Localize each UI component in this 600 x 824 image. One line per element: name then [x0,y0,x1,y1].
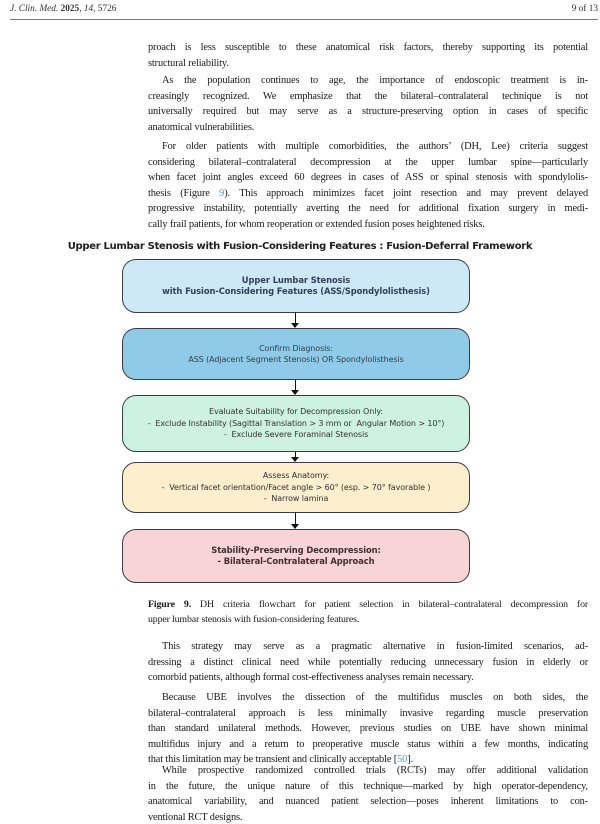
journal-header: J. Clin. Med. 2025, 14, 5726 [10,4,117,14]
text-line: Figure 9. DH criteria flowchart for patient selection in bilateral–contralateral decompression for [148,599,588,610]
text-line: with Fusion-Considering Features (ASS/Spondylolisthesis) [162,286,430,296]
figure-caption [148,597,588,627]
text-line: considering bilateral–contralateral decompression at the upper lumbar spine—particularly [148,156,588,168]
body-paragraph-5 [148,690,588,768]
arrow-down-icon [291,313,300,328]
text-line: Evaluate Suitability for Decompression Only: [209,407,383,417]
body-paragraph-2 [148,73,588,135]
text-line: universally required but may serve as a structure-preserving option in cases of specific [148,106,588,118]
arrow-down-icon [291,380,300,395]
text-line: dressing a distinct clinical need while potentially reducing unnecessary fusion in elderly or [148,656,588,668]
text-line: - Vertical facet orientation/Facet angle > 60° (esp. > 70° favorable ) [161,482,431,492]
arrow-down-icon [291,513,300,529]
text-line: that this limitation may be transient and clinically acceptable [50]. [148,754,413,766]
text-line: upper lumbar stenosis with fusion-considering features. [148,614,360,625]
body-paragraph-4 [148,639,588,686]
text-line: creasingly recognized. We emphasize that the bilateral–contralateral technique is not [148,90,588,102]
flow-box-evaluate-suitability [122,395,470,452]
text-line: As the population continues to age, the importance of endoscopic treatment is in- [162,75,588,86]
text-line: cally frail patients, for whom reoperation or extended fusion poses heightened risks. [148,218,485,230]
reference-link[interactable]: 9 [219,187,225,199]
text-line: multifidus injury and a return to preoperative muscle status within a few months, indicating [148,738,588,750]
text-line: anatomical vulnerabilities. [148,121,255,133]
text-line: proach is less susceptible to these anatomical risk factors, thereby supporting its potential [148,42,588,53]
header-rule [10,19,598,20]
text-line: comorbid patients, although formal cost-effectiveness analyses remain necessary. [148,672,474,684]
text-line: ventional RCT designs. [148,811,243,823]
body-paragraph-3 [148,139,588,233]
page-number: 9 of 13 [571,4,598,14]
text-line: This strategy may serve as a pragmatic alternative in fusion-limited scenarios, ad- [162,641,588,652]
text-line: thesis (Figure 9). This approach minimizes facet joint resection and may prevent delayed [148,187,589,199]
text-line: than standard unilateral methods. However, previous studies on UBE have shown minimal [148,723,588,735]
text-line: Stability-Preserving Decompression: [211,544,381,555]
text-line: in the future, the unique nature of this technique—marked by high operator-dependency, [148,780,588,792]
flow-box-confirm-diagnosis [122,328,470,380]
flow-box-start [122,259,470,313]
text-line: progressive instability, potentially averting the need for additional fixation surgery in medi- [148,203,588,215]
body-paragraph-1 [148,40,588,71]
text-line: Because UBE involves the dissection of the multifidus muscles on both sides, the [162,692,588,703]
flow-box-decompression [122,529,470,583]
text-line: when facet joint angles exceed 60 degrees in cases of ASS or spinal stenosis with spondylolis- [148,172,588,184]
text-line: - Exclude Instability (Sagittal Translation > 3 mm or Angular Motion > 10°) [147,418,445,428]
text-line: Upper Lumbar Stenosis [241,274,351,285]
figure-title: Upper Lumbar Stenosis with Fusion-Considering Features : Fusion-Deferral Framework [67,241,533,252]
text-line: Assess Anatomy: [262,471,330,481]
text-line: Confirm Diagnosis: [259,343,333,353]
body-paragraph-6 [148,763,588,824]
text-line: bilateral–contralateral approach is less minimally invasive regarding muscle preservation [148,707,588,719]
text-line: While prospective randomized controlled trials (RCTs) may offer additional validation [162,765,588,776]
flow-box-assess-anatomy [122,462,470,513]
text-line: ASS (Adjacent Segment Stenosis) OR Spondylolisthesis [188,355,404,364]
text-line: - Bilateral-Contralateral Approach [217,556,375,566]
text-line: - Exclude Severe Foraminal Stenosis [223,430,369,440]
arrow-down-icon [291,452,300,462]
text-line: - Narrow lamina [263,494,329,504]
text-line: For older patients with multiple comorbidities, the authors’ (DH, Lee) criteria suggest [162,141,588,152]
text-line: anatomical variability, and nuanced patient selection—poses inherent limitations to con- [148,796,588,808]
text-line: structural reliability. [148,57,229,69]
reference-link[interactable]: 50 [397,754,408,766]
